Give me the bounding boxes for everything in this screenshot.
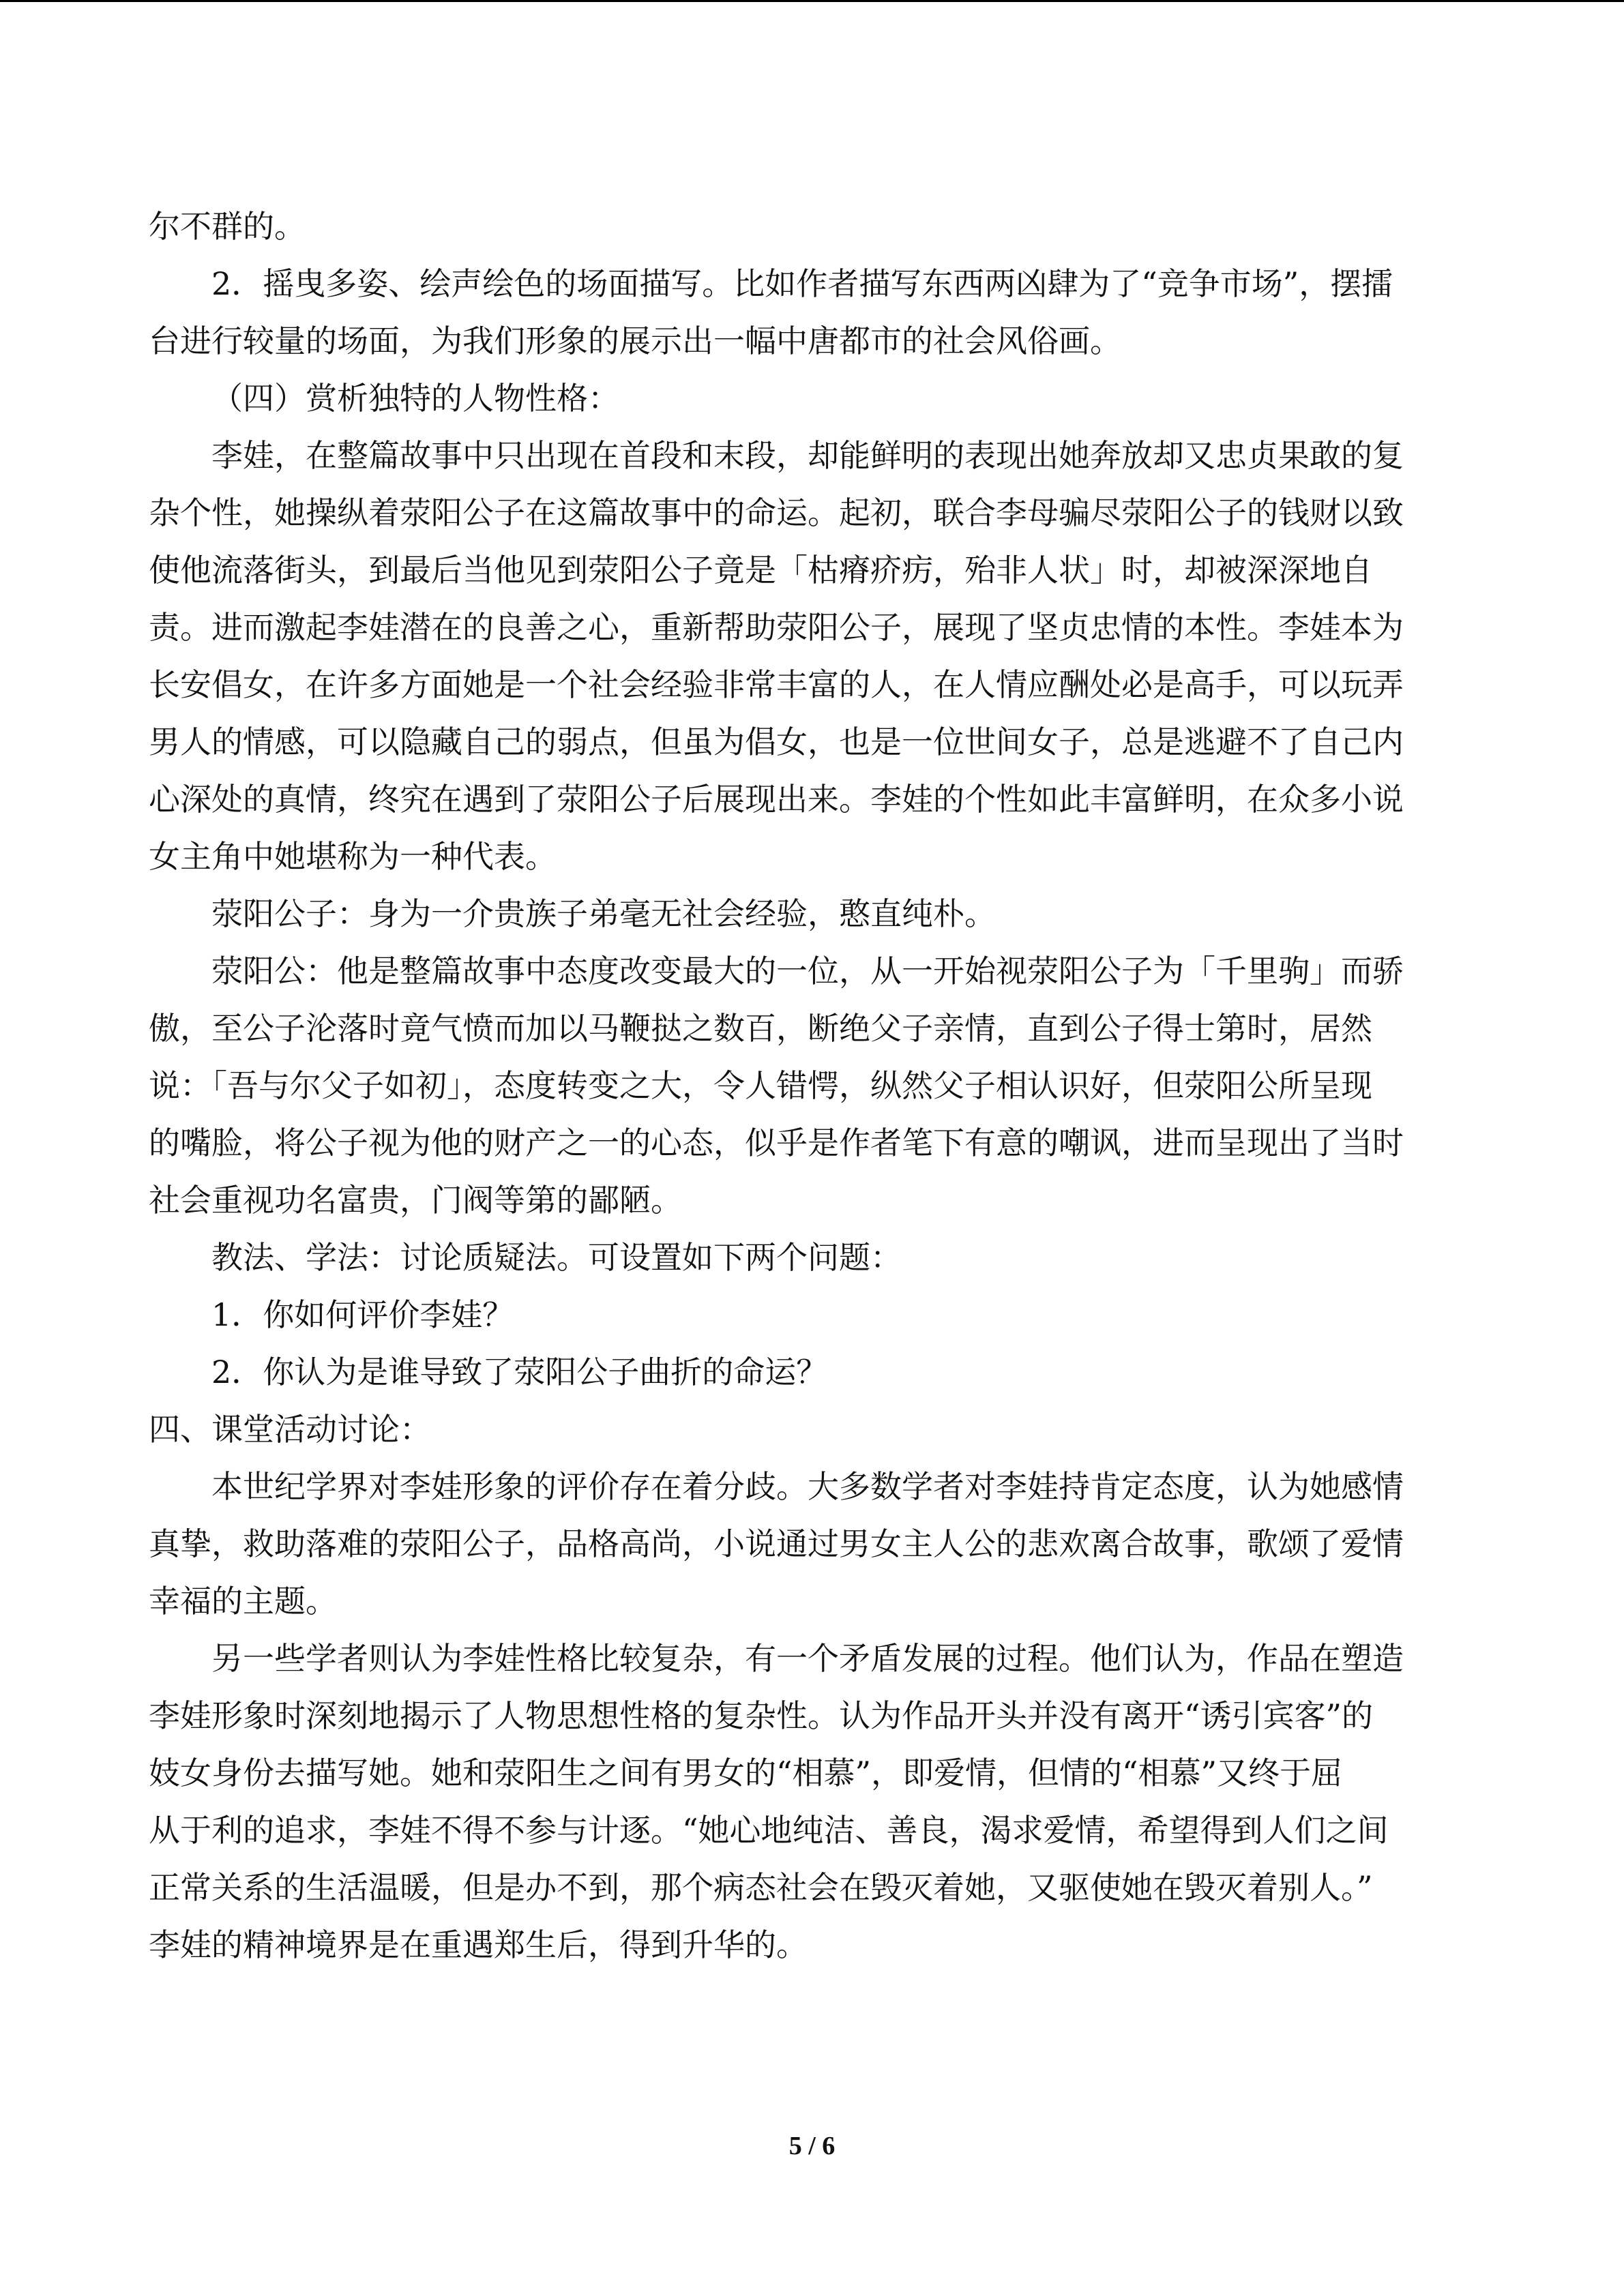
text-line: 心深处的真情，终究在遇到了荥阳公子后展现出来。李娃的个性如此丰富鲜明，在众多小说 [149,781,1404,818]
text-line: 从于利的追求，李娃不得不参与计逐。“她心地纯洁、善良，渴求爱情，希望得到人们之间 [149,1812,1389,1849]
list-item: 1．你如何评价李娃？ [211,1296,514,1333]
text-line: 长安倡女，在许多方面她是一个社会经验非常丰富的人，在人情应酬处必是高手，可以玩弄 [149,666,1404,703]
section-heading: （四）赏析独特的人物性格： [211,380,619,417]
text-line: 责。进而激起李娃潜在的良善之心，重新帮助荥阳公子，展现了坚贞忠情的本性。李娃本为 [149,609,1404,646]
text-line: 妓女身份去描写她。她和荥阳生之间有男女的“相慕”，即爱情，但情的“相慕”又终于屈 [149,1755,1343,1791]
text-line: 李娃的精神境界是在重遇郑生后，得到升华的。 [149,1926,808,1963]
text-line: 尔不群的。 [149,208,306,245]
text-line: 正常关系的生活温暖，但是办不到，那个病态社会在毁灭着她，又驱使她在毁灭着别人。” [149,1869,1373,1906]
text-line: 幸福的主题。 [149,1583,337,1620]
page-number: 5 / 6 [788,2132,836,2160]
section-heading: 四、课堂活动讨论： [149,1411,431,1448]
text-line: 荥阳公子：身为一介贵族子弟毫无社会经验，憨直纯朴。 [211,895,996,932]
text-line: 2．摇曳多姿、绘声绘色的场面描写。比如作者描写东西两凶肆为了“竞争市场”，摆擂 [211,265,1393,302]
text-line: 台进行较量的场面，为我们形象的展示出一幅中唐都市的社会风俗画。 [149,323,1121,359]
document-body [149,198,1475,1973]
text-line: 的嘴脸，将公子视为他的财产之一的心态，似乎是作者笔下有意的嘲讽，进而呈现出了当时 [149,1124,1404,1161]
text-line: 女主角中她堪称为一种代表。 [149,838,557,875]
text-line: 傲，至公子沦落时竟气愤而加以马鞭挞之数百，断绝父子亲情，直到公子得士第时，居然 [149,1010,1372,1047]
text-line: 真挚，救助落难的荥阳公子，品格高尚，小说通过男女主人公的悲欢离合故事，歌颂了爱情 [149,1525,1404,1562]
text-line: 教法、学法：讨论质疑法。可设置如下两个问题： [211,1239,902,1276]
list-item: 2．你认为是谁导致了荥阳公子曲折的命运？ [211,1354,828,1390]
text-line: 社会重视功名富贵，门阀等第的鄙陋。 [149,1182,682,1219]
text-line: 使他流落街头，到最后当他见到荥阳公子竟是「枯瘠疥疠，殆非人状」时，却被深深地自 [149,552,1372,588]
text-line: 杂个性，她操纵着荥阳公子在这篇故事中的命运。起初，联合李母骗尽荥阳公子的钱财以致 [149,494,1404,531]
text-line: 李娃，在整篇故事中只出现在首段和末段，却能鲜明的表现出她奔放却又忠贞果敢的复 [211,437,1404,474]
text-line: 男人的情感，可以隐藏自己的弱点，但虽为倡女，也是一位世间女子，总是逃避不了自己内 [149,724,1404,760]
text-line: 李娃形象时深刻地揭示了人物思想性格的复杂性。认为作品开头并没有离开“诱引宾客”的 [149,1697,1374,1734]
text-line: 本世纪学界对李娃形象的评价存在着分歧。大多数学者对李娃持肯定态度，认为她感情 [211,1468,1404,1505]
text-line: 荥阳公：他是整篇故事中态度改变最大的一位，从一开始视荥阳公子为「千里驹」而骄 [211,953,1404,989]
text-line: 说：「吾与尔父子如初」，态度转变之大，令人错愕，纵然父子相认识好，但荥阳公所呈现 [149,1067,1372,1104]
text-line: 另一些学者则认为李娃性格比较复杂，有一个矛盾发展的过程。他们认为，作品在塑造 [211,1640,1404,1677]
top-border [0,0,1624,2]
